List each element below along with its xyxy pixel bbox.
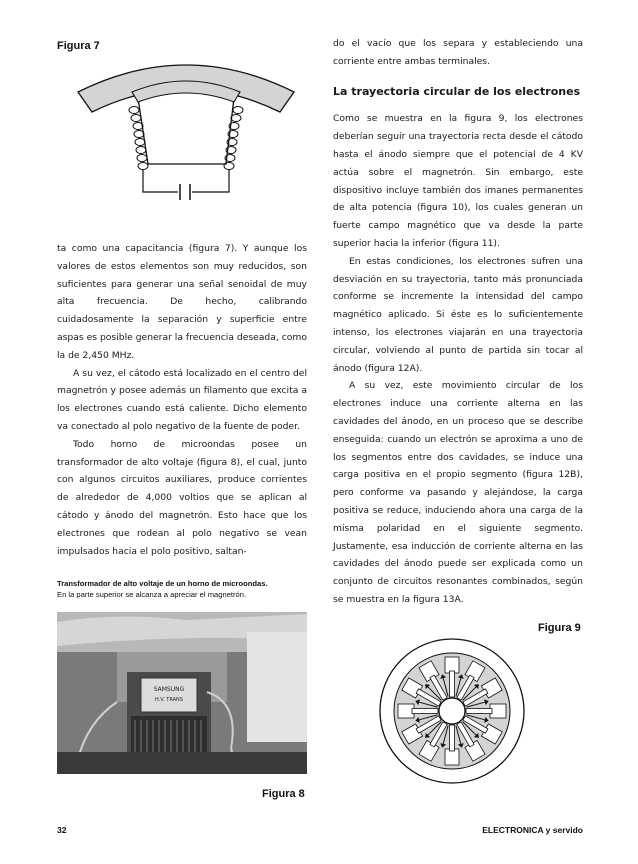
- figure-9-diagram: [377, 636, 527, 786]
- figure-7-diagram: [66, 46, 306, 206]
- photo-caption-text: En la parte superior se alcanza a apreciar el magnetrón.: [57, 590, 247, 599]
- figure-9-label: Figura 9: [538, 622, 581, 634]
- right-intro: do el vacío que los separa y estableciendo una corriente entre ambas terminales.: [333, 38, 583, 67]
- section-title: La trayectoria circular de los electrones: [333, 84, 581, 98]
- photo-label-line2: H.V. TRANS: [155, 697, 183, 703]
- magazine-name: ELECTRONICA y servido: [482, 825, 583, 835]
- transformer-photo-illustration: [57, 612, 307, 774]
- photo-label-line1: SAMSUNG: [153, 686, 185, 693]
- left-paragraph-2: A su vez, el cátodo está localizado en el centro del magnetrón y posee además un filamento que excita a los electrones cuando está caliente. Dicho elemento va conectado al polo negativo de la fuente de poder.: [57, 367, 307, 432]
- transformer-photo: [57, 612, 307, 774]
- figure-7-label: Figura 7: [57, 40, 100, 52]
- right-paragraph-2: En estas condiciones, los electrones sufren una desviación en su trayectoria, tanto más pronunciada conforme se incremente la intensidad del campo magnético aplicado. Si éste es lo suficientemente intenso, los electrones viajarán en una trayectoria circular, volviendo al punto de partida sin tocar al ánodo (figura 12A).: [333, 255, 583, 374]
- right-column: [333, 35, 583, 609]
- left-column: [57, 240, 307, 560]
- right-paragraph-3: A su vez, este movimiento circular de los electrones induce una corriente alterna en las cavidades del ánodo, en un proceso que se describe enseguida: cuando un electrón se aproxima a uno de los segmentos entre dos cavidades, se induce una carga positiva en el propio segmento (figura 12B), pero conforme va pasando y alejándose, la carga positiva se reduce, induciendo ahora una carga de la misma polaridad en el siguiente segmento. Justamente, esa inducción de corriente alterna en las cavidades del ánodo puede ser explicada como un conjunto de circuitos resonantes combinados, según se muestra en la figura 13A.: [333, 380, 583, 605]
- page-number: 32: [57, 825, 67, 835]
- figure-8-label: Figura 8: [262, 788, 305, 800]
- left-paragraph-3: Todo horno de microondas posee un transformador de alto voltaje (figura 8), el cual, junto con algunos circuitos auxiliares, produce corrientes de alrededor de 4,000 voltios que se aplican al cátodo y ánodo del magnetrón. Esto hace que los electrones que rodean al polo negativo se vean impulsados hacia el polo positivo, saltan-: [57, 438, 307, 557]
- left-paragraph-1: ta como una capacitancia (figura 7). Y aunque los valores de estos elementos son muy reducidos, son suficientes para generar una señal senoidal de muy alta frecuencia. De hecho, calibrando cuidadosamente la separación y superficie entre aspas es posible generar la frecuencia deseada, como la de 2,450 MHz.: [57, 243, 307, 361]
- right-paragraph-1: Como se muestra en la figura 9, los electrones deberían seguir una trayectoria recta desde el cátodo hasta el ánodo siempre que el potencial de 4 KV actúa sobre el magnetrón. Sin embargo, este dispositivo incluye también dos imanes permanentes de alta potencia (figura 10), los cuales generan un fuerte campo magnético que va desde la parte superior hacia la inferior (figura 11).: [333, 113, 583, 249]
- photo-caption-title: Transformador de alto voltaje de un horno de microondas.: [57, 579, 268, 588]
